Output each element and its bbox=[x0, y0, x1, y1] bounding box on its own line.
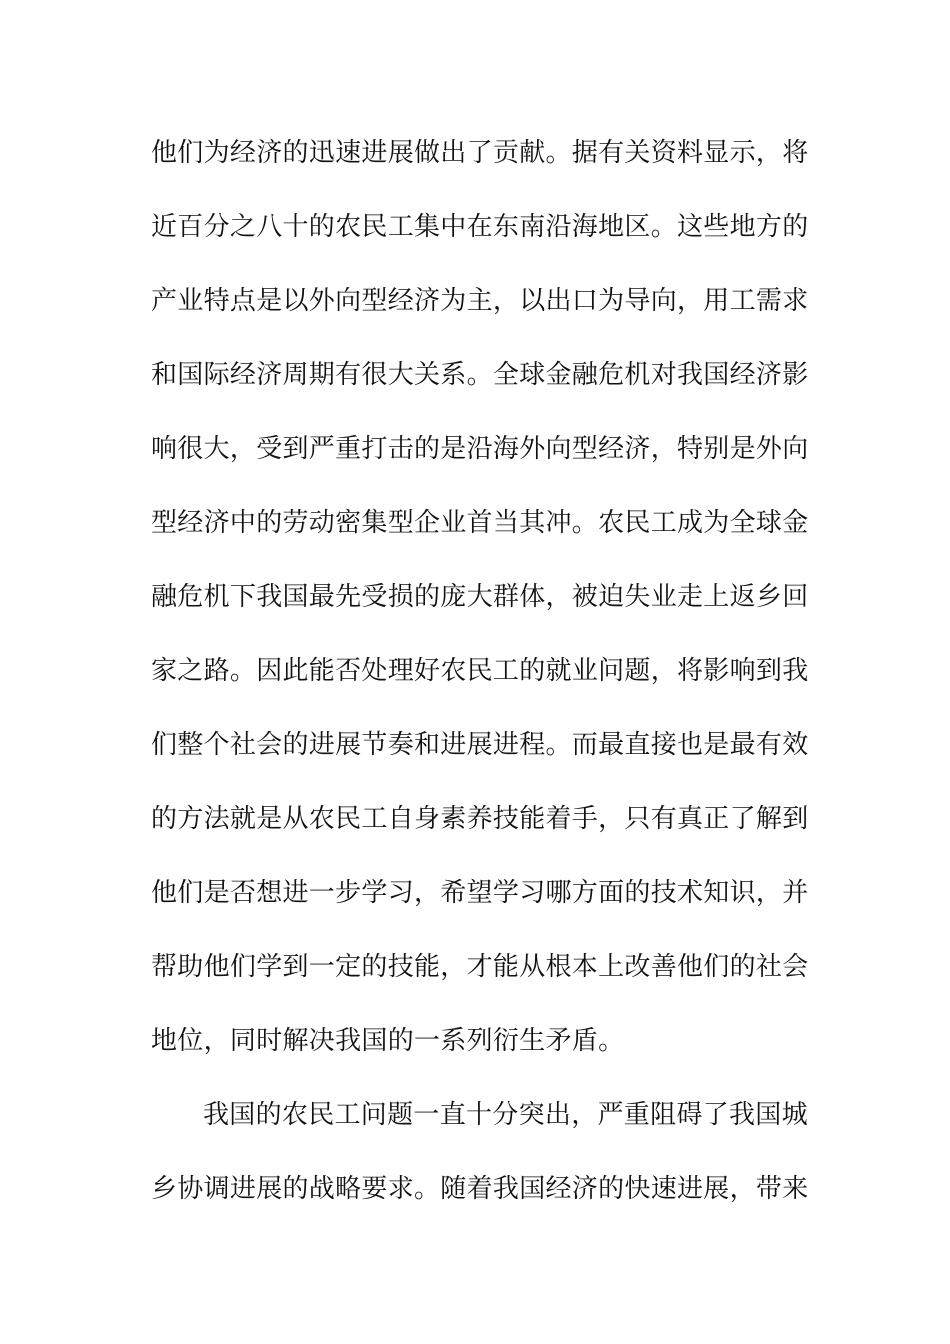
text-line: 他们为经济的迅速进展做出了贡献。据有关资料显示，将 bbox=[151, 138, 809, 168]
paragraph bbox=[151, 128, 809, 1090]
text-line: 我国的农民工问题一直十分突出，严重阻碍了我国城 bbox=[203, 1100, 808, 1130]
text-line: 他们是否想进一步学习，希望学习哪方面的技术知识，并 bbox=[151, 878, 809, 908]
text-line: 帮助他们学到一定的技能，才能从根本上改善他们的社会 bbox=[151, 952, 809, 982]
text-line: 响很大，受到严重打击的是沿海外向型经济，特别是外向 bbox=[151, 434, 809, 464]
text-line: 近百分之八十的农民工集中在东南沿海地区。这些地方的 bbox=[151, 212, 809, 242]
text-line: 地位，同时解决我国的一系列衍生矛盾。 bbox=[151, 1026, 625, 1056]
text-line: 和国际经济周期有很大关系。全球金融危机对我国经济影 bbox=[151, 360, 809, 390]
text-line: 们整个社会的进展节奏和进展进程。而最直接也是最有效 bbox=[151, 730, 809, 760]
body-text bbox=[151, 128, 809, 1238]
text-line: 乡协调进展的战略要求。随着我国经济的快速进展，带来 bbox=[151, 1174, 809, 1204]
paragraph bbox=[151, 1090, 809, 1238]
text-line: 融危机下我国最先受损的庞大群体，被迫失业走上返乡回 bbox=[151, 582, 809, 612]
text-line: 产业特点是以外向型经济为主，以出口为导向，用工需求 bbox=[151, 286, 809, 316]
text-line: 家之路。因此能否处理好农民工的就业问题，将影响到我 bbox=[151, 656, 809, 686]
text-line: 型经济中的劳动密集型企业首当其冲。农民工成为全球金 bbox=[151, 508, 809, 538]
text-line: 的方法就是从农民工自身素养技能着手，只有真正了解到 bbox=[151, 804, 809, 834]
